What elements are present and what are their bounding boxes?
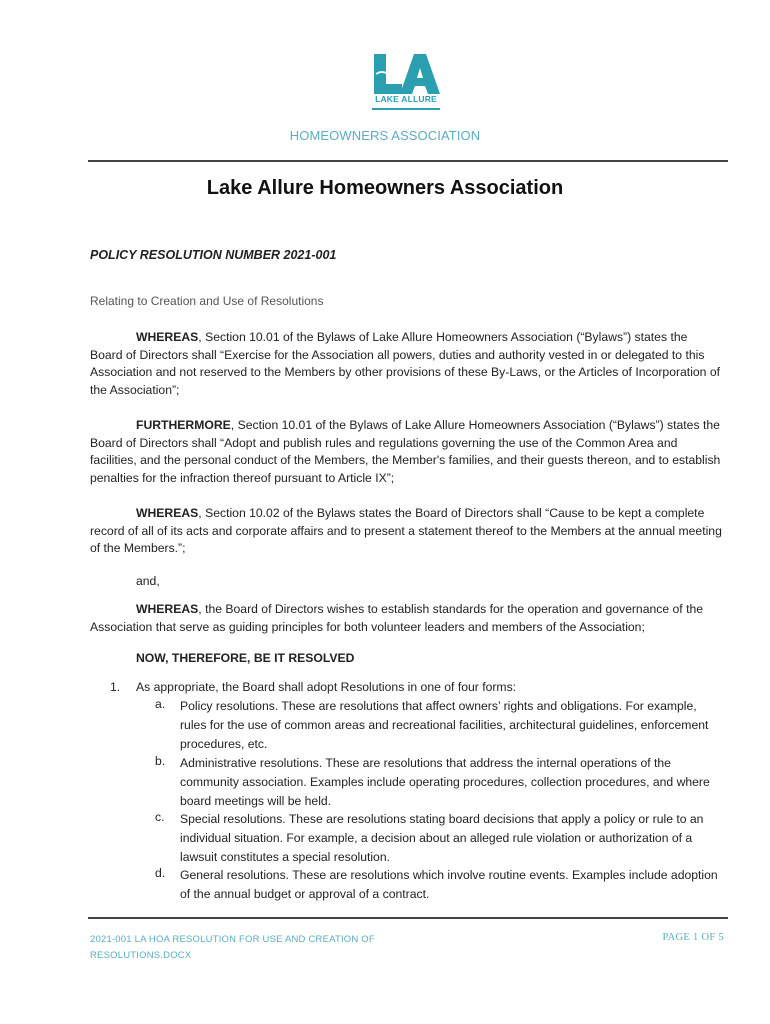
resolved-heading: NOW, THEREFORE, BE IT RESOLVED xyxy=(136,651,355,665)
paragraph-text: , Section 10.01 of the Bylaws of Lake Allure Homeowners Association (“Bylaws”) states the Board of Directors shall “Adopt and publish rules and regulations governing the use of the Common Area and facilities, and the personal conduct of the Members, the Member's families, and their guests thereon, and to establish penalties for the infraction thereof pursuant to Article IX”; xyxy=(90,418,721,485)
paragraph-lead: FURTHERMORE xyxy=(136,418,231,432)
header-divider xyxy=(88,160,728,162)
paragraph-whereas-3 xyxy=(90,601,722,636)
footer-filename: 2021-001 LA HOA RESOLUTION FOR USE AND CREATION OF RESOLUTIONS.DOCX xyxy=(90,934,375,961)
subitem-policy-resolutions: Policy resolutions. These are resolutions that affect owners’ rights and obligations. For example, rules for the use of common areas and recreational facilities, architectural guidelines, enforcement procedures, etc. xyxy=(180,699,709,751)
paragraph-text: , Section 10.02 of the Bylaws states the Board of Directors shall “Cause to be kept a complete record of all of its acts and corporate affairs and to present a statement thereof to the Members at the annual meeting of the Members.”; xyxy=(90,506,722,556)
list-item-text: As appropriate, the Board shall adopt Resolutions in one of four forms: xyxy=(136,680,517,694)
paragraph-lead: WHEREAS xyxy=(136,506,199,520)
paragraph-whereas-1 xyxy=(90,329,722,399)
paragraph-furthermore xyxy=(90,417,722,487)
lake-allure-logo xyxy=(366,50,446,112)
paragraph-lead: WHEREAS xyxy=(136,602,199,616)
subitem-letter: c. xyxy=(155,810,165,824)
paragraph-whereas-2 xyxy=(90,505,722,558)
subitem-administrative-resolutions: Administrative resolutions. These are resolutions that address the internal operations of the community association. Examples include operating procedures, collection procedures, and where board meetings will be held. xyxy=(180,756,710,808)
subitem-letter: a. xyxy=(155,697,166,711)
subitem-special-resolutions: Special resolutions. These are resolutions stating board decisions that apply a policy or rule to an individual situation. For example, a decision about an alleged rule violation or authorization of a lawsuit constitutes a special resolution. xyxy=(180,812,704,864)
footer-page-number: PAGE 1 OF 5 xyxy=(662,932,724,943)
paragraph-text: , the Board of Directors wishes to establish standards for the operation and governance of the Association that serve as guiding principles for both volunteer leaders and members of the Association; xyxy=(90,602,704,634)
paragraph-text: , Section 10.01 of the Bylaws of Lake Allure Homeowners Association (“Bylaws”) states the Board of Directors shall “Exercise for the Association all powers, duties and authority vested in or delegated to this Association and not reserved to the Members by other provisions of these By-Laws, or the Articles of Incorporation of the Association”; xyxy=(90,330,721,397)
relating-line: Relating to Creation and Use of Resolutions xyxy=(90,294,324,308)
la-logo-icon xyxy=(366,50,446,96)
document-title: Lake Allure Homeowners Association xyxy=(206,177,564,199)
logo-subtitle: LAKE ALLURE xyxy=(375,94,437,104)
footer-divider xyxy=(88,917,728,919)
logo-underline xyxy=(372,108,440,110)
subitem-general-resolutions: General resolutions. These are resolutions which involve routine events. Examples include adoption of the annual budget or approval of a contract. xyxy=(180,868,718,901)
association-label: HOMEOWNERS ASSOCIATION xyxy=(289,128,481,143)
subitem-letter: d. xyxy=(155,866,166,880)
subitem-letter: b. xyxy=(155,754,166,768)
and-text: and, xyxy=(136,574,160,588)
paragraph-lead: WHEREAS xyxy=(136,330,199,344)
policy-resolution-number: POLICY RESOLUTION NUMBER 2021-001 xyxy=(90,248,337,262)
list-item-number: 1. xyxy=(110,680,121,694)
